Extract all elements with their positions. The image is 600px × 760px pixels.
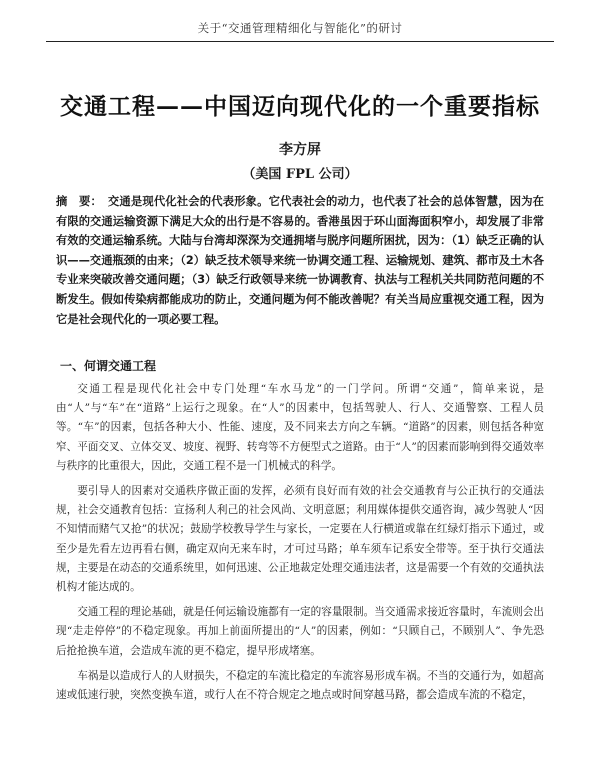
body-paragraph: 交通工程的理论基础，就是任何运输设施都有一定的容量限制。当交通需求接近容量时，车流则会出现“走走停停”的不稳定现象。再加上前面所提出的“人”的因素，例如：“只顾自己，不顾别人”、争先恐后抢抢换车道，会造成车流的更不稳定，提早形成堵塞。 [56,606,544,657]
abstract-text: 交通是现代化社会的代表形象。它代表社会的动力，也代表了社会的总体智慧，因为在有限的交通运输资源下满足大众的出行是不容易的。香港虽因于环山面海面积窄小，却发展了非常有效的交通运输系统。大陆与台湾却深深为交通拥堵与脱序问题所困扰，因为：（1）缺乏正确的认识——交通瓶颈的由来；（2）缺乏技术领导来统一协调交通工程、运输规划、建筑、都市及土木各专业来突破改善交通问题；（3）缺乏行政领导来统一协调教育、执法与工程机关共同防范问题的不断发生。假如传染病都能成功的防止，交通问题为何不能改善呢？有关当局应重视交通工程，因为它是社会现代化的一项必要工程。 [56,195,544,326]
article-author: 李方屏 [279,142,321,158]
body-paragraph: 车祸是以造成行人的人财损失，不稳定的车流比稳定的车流容易形成车祸。不当的交通行为，如超高速或低速行驶，突然变换车道，或行人在不符合规定之地点或时间穿越马路，都会造成车流的不稳定， [56,669,544,702]
article-title: 交通工程——中国迈向现代化的一个重要指标 [60,93,540,120]
body-paragraph: 要引导人的因素对交通秩序做正面的发挥，必须有良好而有效的社会交通教育与公正执行的交通法规，社会交通教育包括：宣扬利人利己的社会风尚、文明意愿；利用媒体提供交通咨询，减少驾驶人“因不知情而赌气又抢”的状况；鼓励学校教导学生与家长，一定要在人行横道或靠在红绿灯指示下通过，或至少是先看左边再看右侧，确定双向无来车时，才可过马路；单车须车记系安全带等。至于执行交通法规，主要是在动态的交通系统里，如何迅速、公正地裁定处理交通违法者，这是需要一个有效的交通执法机构才能达成的。 [56,485,544,594]
abstract [56,192,544,329]
section-body [56,380,544,711]
running-header: 关于“交通管理精细化与智能化”的研讨 [197,21,403,35]
section-heading: 一、何谓交通工程 [60,359,157,373]
body-paragraph: 交通工程是现代化社会中专门处理“车水马龙”的一门学问。所谓“交通”，简单来说，是由“人”与“车”在“道路”上运行之现象。在“人”的因素中，包括驾驶人、行人、交通警察、工程人员等。“车”的因素，包括各种大小、性能、速度，及不同来去方向之车辆。“道路”的因素，则包括各种宽窄、平面交叉、立体交叉、坡度、视野、转弯等不方便型式之道路。由于“人”的因素而影响到得交通效率与秩序的比重很大，因此，交通工程不是一门机械式的科学。 [56,383,544,472]
abstract-label: 摘 要： [56,195,102,208]
header-divider [46,41,554,42]
author-affiliation: （美国 FPL 公司） [242,167,358,182]
